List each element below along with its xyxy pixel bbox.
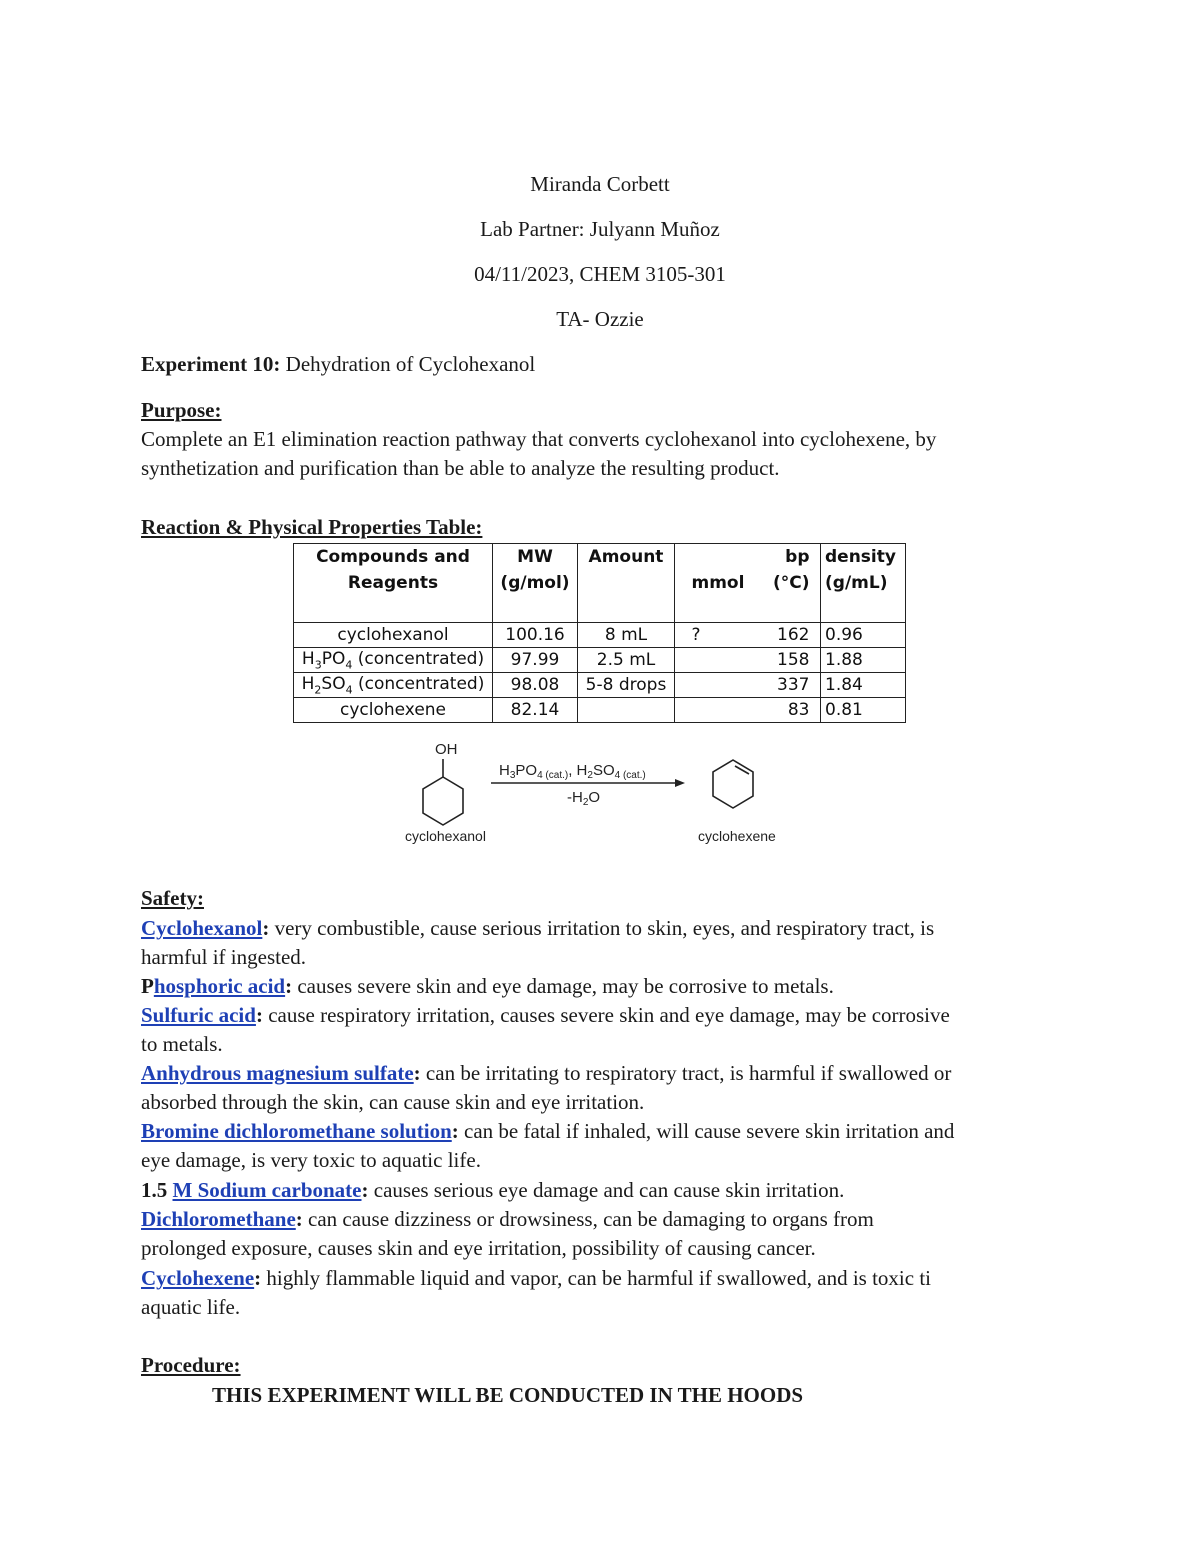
water-loss-label: $-H_2O$ [567,789,601,808]
safety-line: Anhydrous magnesium sulfate: can be irritating to respiratory tract, is harmful if swallowed or [141,1061,952,1085]
table-row [294,698,906,723]
cell-compound: cyclohexene [294,698,493,723]
cell-density: 0.96 [821,623,906,648]
experiment-name: Dehydration of Cyclohexanol [280,352,536,376]
safety-line: 1.5 M Sodium carbonate: causes serious eye damage and can cause skin irritation. [141,1178,845,1202]
table-heading: Reaction & Physical Properties Table: [141,515,483,539]
table-header-row [294,544,906,623]
cell-mw: 97.99 [493,648,578,673]
experiment-label: Experiment 10: [141,352,281,376]
cell-mmol-bp: ? 162 [675,623,821,648]
header-compounds: Compounds and Reagents [294,544,493,623]
purpose-text-line: synthetization and purification than be able to analyze the resulting product. [141,456,780,480]
table-row [294,648,906,673]
cell-amount: 5-8 drops [578,673,675,698]
properties-table [293,543,906,723]
cell-mw: 98.08 [493,673,578,698]
cell-mmol-bp: 158 [675,648,821,673]
author-name: Miranda Corbett [530,172,670,196]
table-row [294,623,906,648]
procedure-heading: Procedure: [141,1353,241,1377]
safety-line: absorbed through the skin, can cause skin and eye irritation. [141,1090,645,1114]
safety-line: Sulfuric acid: cause respiratory irritation, causes severe skin and eye damage, may be corrosive [141,1003,950,1027]
cell-amount [578,698,675,723]
safety-heading: Safety: [141,886,204,910]
safety-line: Dichloromethane: can cause dizziness or drowsiness, can be damaging to organs from [141,1207,874,1231]
safety-line: harmful if ingested. [141,945,307,969]
reactant-name: cyclohexanol [405,828,486,844]
safety-line: Phosphoric acid: causes severe skin and eye damage, may be corrosive to metals. [141,974,834,998]
reaction-scheme [395,735,815,850]
safety-line: Cyclohexene: highly flammable liquid and vapor, can be harmful if swallowed, and is toxic ti [141,1266,931,1290]
cell-density: 1.88 [821,648,906,673]
safety-line: prolonged exposure, causes skin and eye irritation, possibility of causing cancer. [141,1236,816,1260]
bromine-solution-link[interactable]: Bromine dichloromethane solution [141,1119,452,1143]
header-mw: MW (g/mol) [493,544,578,623]
procedure-note: THIS EXPERIMENT WILL BE CONDUCTED IN THE HOODS [212,1383,804,1407]
purpose-heading: Purpose: [141,398,222,422]
date-course: 04/11/2023, CHEM 3105-301 [474,262,726,286]
purpose-text-line: Complete an E1 elimination reaction pathway that converts cyclohexanol into cyclohexene, by [141,427,937,451]
teaching-assistant: TA- Ozzie [556,307,644,331]
cyclohexene-structure [713,760,753,808]
header-density: density (g/mL) [821,544,906,623]
cyclohexanol-link[interactable]: Cyclohexanol [141,916,263,940]
experiment-title [141,350,1061,379]
cell-compound: $H_3PO_4$ (concentrated) [294,648,493,673]
cell-density: 1.84 [821,673,906,698]
cell-mmol-bp: 83 [675,698,821,723]
cell-amount: 8 mL [578,623,675,648]
cyclohexanol-structure [423,759,463,825]
cell-amount: 2.5 mL [578,648,675,673]
cell-compound: cyclohexanol [294,623,493,648]
dichloromethane-link[interactable]: Dichloromethane [141,1207,296,1231]
safety-line: Cyclohexanol: very combustible, cause serious irritation to skin, eyes, and respiratory tract, is [141,916,935,940]
safety-line: to metals. [141,1032,223,1056]
sulfuric-acid-link[interactable]: Sulfuric acid [141,1003,256,1027]
phosphoric-acid-link[interactable]: hosphoric acid [153,974,286,998]
safety-line: aquatic life. [141,1295,241,1319]
cell-mw: 100.16 [493,623,578,648]
sodium-carbonate-link[interactable]: M Sodium carbonate [172,1178,362,1202]
hydroxyl-label: OH [435,741,458,758]
cell-density: 0.81 [821,698,906,723]
cyclohexene-link[interactable]: Cyclohexene [141,1266,255,1290]
header-amount: Amount [578,544,675,623]
cell-mmol-bp: 337 [675,673,821,698]
header-mmol-bp: mmolbp (°C) [675,544,821,623]
reaction-conditions: $H_3PO_{4 (cat.)}$, $H_2SO_{4 (cat.)}$ [499,762,646,781]
safety-line: eye damage, is very toxic to aquatic life. [141,1148,481,1172]
magnesium-sulfate-link[interactable]: Anhydrous magnesium sulfate [141,1061,414,1085]
cell-mw: 82.14 [493,698,578,723]
lab-partner: Lab Partner: Julyann Muñoz [480,217,720,241]
safety-line: Bromine dichloromethane solution: can be fatal if inhaled, will cause severe skin irritation and [141,1119,955,1143]
product-name: cyclohexene [698,828,776,844]
table-row [294,673,906,698]
cell-compound: $H_2SO_4$ (concentrated) [294,673,493,698]
